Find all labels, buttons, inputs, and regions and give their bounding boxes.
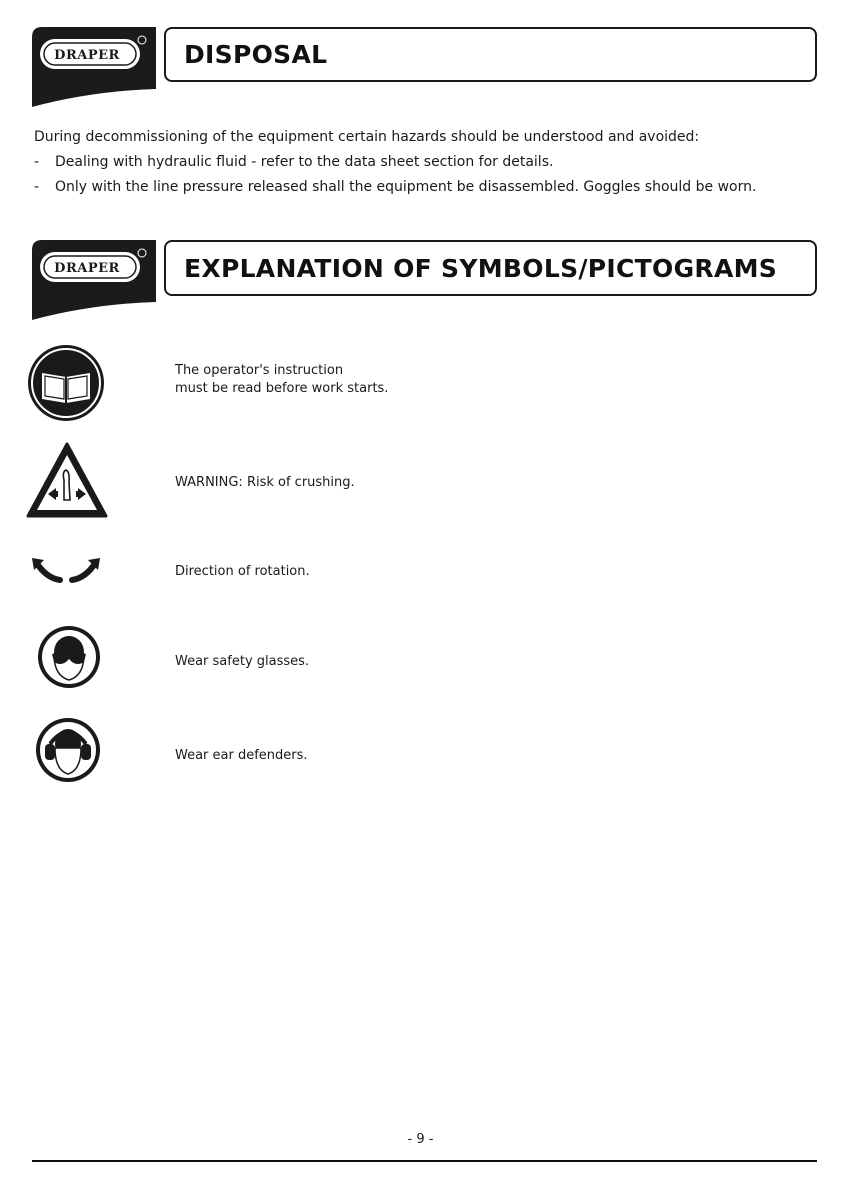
- book-icon: [26, 343, 106, 427]
- symbol-description: [175, 653, 575, 671]
- crushing-warning-icon: [26, 442, 106, 524]
- symbol-line: must be read before work starts.: [175, 381, 389, 396]
- footer-divider: [32, 1160, 817, 1162]
- disposal-bullet: [34, 152, 811, 173]
- symbol-description: [175, 362, 575, 398]
- symbols-header: [164, 240, 817, 296]
- logo-text: DRAPER: [54, 47, 120, 63]
- ear-defenders-icon: [34, 716, 114, 788]
- disposal-title: DISPOSAL: [184, 40, 328, 69]
- symbols-title: EXPLANATION OF SYMBOLS/PICTOGRAMS: [184, 253, 778, 283]
- symbol-line: Wear safety glasses.: [175, 654, 310, 669]
- symbol-line: Direction of rotation.: [175, 564, 310, 579]
- safety-glasses-icon: [36, 624, 116, 694]
- draper-logo: [32, 240, 156, 320]
- rotation-arrows-icon: [26, 556, 106, 592]
- bullet-dash: -: [34, 154, 40, 170]
- symbol-description: [175, 563, 575, 581]
- logo-text: DRAPER: [54, 260, 120, 276]
- bullet-text: Only with the line pressure released shall the equipment be disassembled. Goggles should be worn.: [55, 179, 757, 195]
- disposal-intro: During decommissioning of the equipment certain hazards should be understood and avoided:: [34, 129, 700, 145]
- symbol-description: [175, 747, 575, 765]
- bullet-dash: -: [34, 179, 40, 195]
- disposal-header: [164, 27, 817, 82]
- symbol-line: WARNING: Risk of crushing.: [175, 475, 355, 490]
- page-number: - 9 -: [407, 1132, 434, 1147]
- symbol-line: The operator's instruction: [175, 363, 344, 378]
- symbol-line: Wear ear defenders.: [175, 748, 308, 763]
- symbol-description: [175, 474, 575, 492]
- disposal-bullet: [34, 177, 811, 198]
- bullet-text: Dealing with hydraulic fluid - refer to the data sheet section for details.: [55, 154, 554, 170]
- draper-logo: [32, 27, 156, 107]
